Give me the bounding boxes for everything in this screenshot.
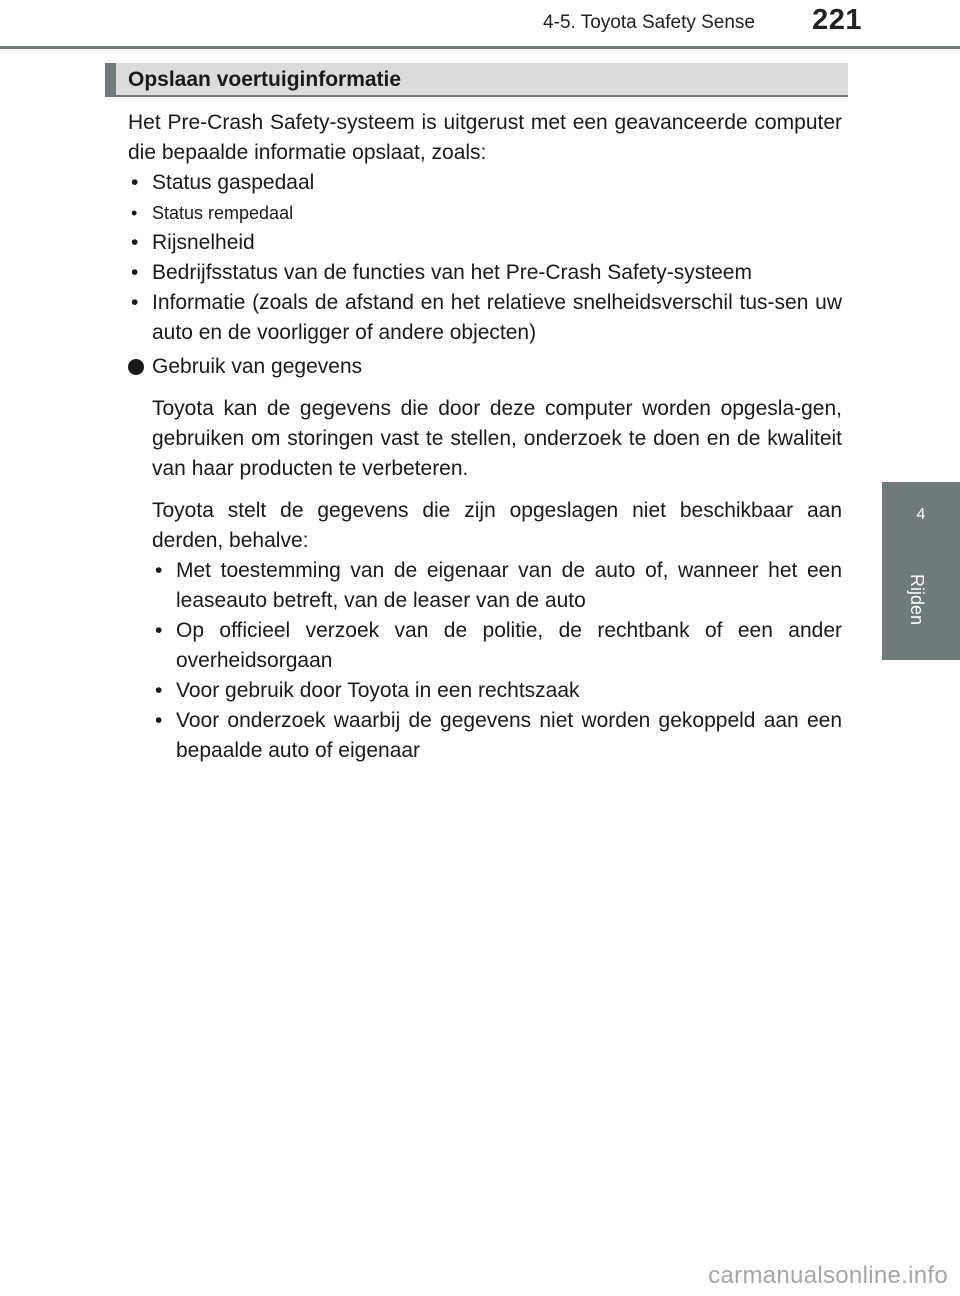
data-use-paragraph-2: Toyota stelt de gegevens die zijn opgeslagen niet beschikbaar aan derden, behalve:: [152, 499, 842, 552]
list-item: • Status rempedaal: [128, 198, 842, 228]
list-item: • Met toestemming van de eigenaar van de auto of, wanneer het een leaseauto betreft, van de leaser van de auto: [152, 556, 842, 616]
exceptions-list: [152, 556, 842, 766]
section-body: [128, 108, 842, 766]
data-use-heading: [128, 352, 842, 382]
list-item: • Voor gebruik door Toyota in een rechtszaak: [152, 676, 842, 706]
bullet-circle-icon: [128, 359, 144, 375]
chapter-label: Rijden: [907, 574, 927, 626]
chapter-number: 4: [916, 506, 926, 523]
list-item: • Informatie (zoals de afstand en het relatieve snelheidsverschil tus-sen uw auto en de voorligger of andere objecten): [128, 288, 842, 348]
header-divider: [0, 46, 960, 49]
list-item: • Bedrijfsstatus van de functies van het Pre-Crash Safety-systeem: [128, 258, 842, 288]
watermark: carmanualsonline.info: [708, 1262, 948, 1289]
intro-paragraph: Het Pre-Crash Safety-systeem is uitgerust met een geavanceerde computer die bepaalde informatie opslaat, zoals:: [128, 111, 842, 164]
page-number: 221: [812, 4, 862, 36]
list-item: • Voor onderzoek waarbij de gegevens niet worden gekoppeld aan een bepaalde auto of eigenaar: [152, 706, 842, 766]
section-heading: [105, 63, 848, 97]
list-item: • Op officieel verzoek van de politie, de rechtbank of een ander overheidsorgaan: [152, 616, 842, 676]
data-use-paragraph-1: Toyota kan de gegevens die door deze computer worden opgesla-gen, gebruiken om storingen vast te stellen, onderzoek te doen en de kwaliteit van haar producten te verbeteren.: [152, 397, 842, 480]
list-item: • Rijsnelheid: [128, 228, 842, 258]
stored-items-list: [128, 168, 842, 348]
section-heading-text: Opslaan voertuiginformatie: [128, 68, 402, 91]
data-use-body: [128, 394, 842, 766]
data-use-heading-text: Gebruik van gegevens: [152, 355, 363, 378]
chapter-label-box: [882, 562, 960, 660]
list-item: • Status gaspedaal: [128, 168, 842, 198]
header-section-title: 4-5. Toyota Safety Sense: [543, 12, 755, 33]
